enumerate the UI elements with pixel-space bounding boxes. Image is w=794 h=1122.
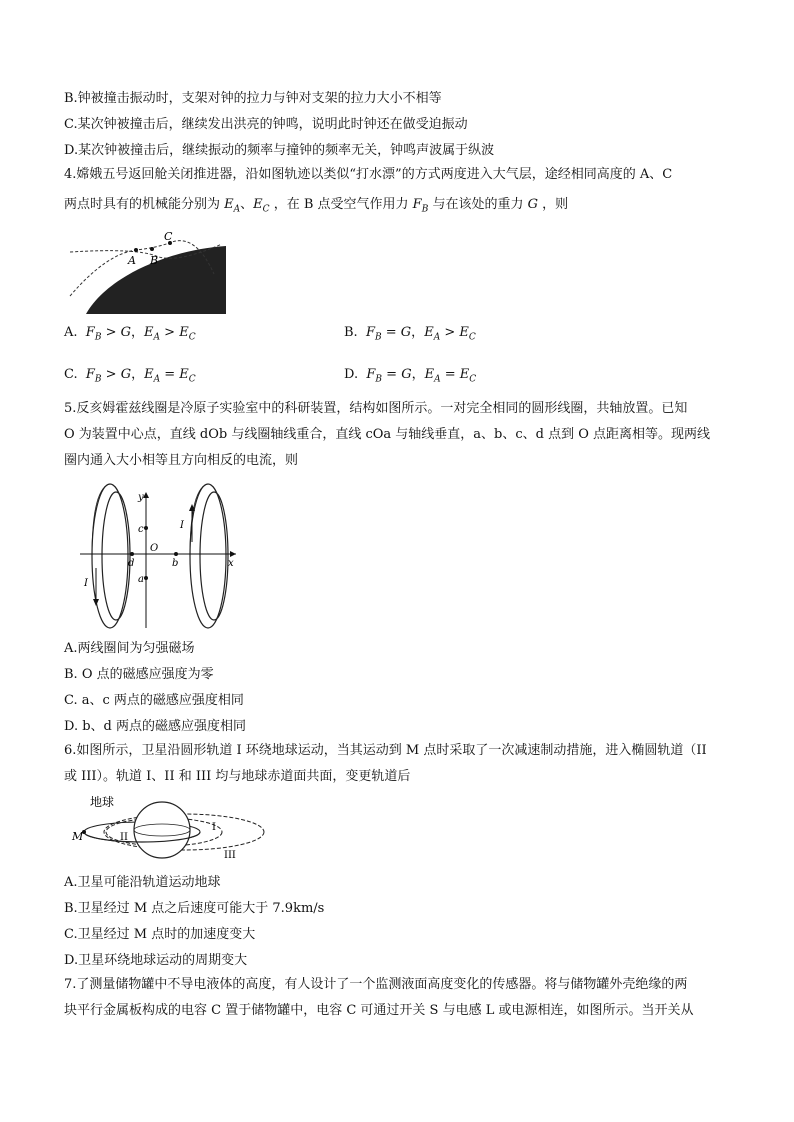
label-b: B <box>150 254 159 267</box>
q7-stem-line2: 块平行金属板构成的电容 C 置于储物罐中，电容 C 可通过开关 S 与电感 L 或电源相连，如图所示。当开关从 <box>64 1003 694 1018</box>
q4-option-a: A. $F_B > G$，$E_A > E_C$ <box>64 325 196 343</box>
q5-option-b: B. O 点的磁感应强度为零 <box>64 667 214 682</box>
label-i-left: I <box>84 578 88 589</box>
q4-trajectory-figure <box>66 228 226 314</box>
label-earth: 地球 <box>90 795 115 809</box>
label-o: O <box>150 543 159 554</box>
left-coil-outer <box>92 484 128 628</box>
q5-option-a: A.两线圈间为匀强磁场 <box>64 641 195 656</box>
left-coil-inner <box>102 492 130 620</box>
q4-option-b: B. $F_B = G$，$E_A > E_C$ <box>344 325 476 343</box>
label-m: M <box>72 830 84 843</box>
q6-option-d: D.卫星环绕地球运动的周期变大 <box>64 953 248 968</box>
q6-option-c: C.卫星经过 M 点时的加速度变大 <box>64 927 256 942</box>
q4-stem-line2: 两点时具有的机械能分别为 $E_A$、$E_C$ ，在 B 点受空气作用力 $F_B$ 与在该处的重力 G ，则 <box>64 197 569 215</box>
label-a: A <box>128 254 136 267</box>
label-x: x <box>228 558 234 569</box>
q3-option-b: B.钟被撞击振动时，支架对钟的拉力与钟对支架的拉力大小不相等 <box>64 91 442 106</box>
label-a: a <box>138 574 144 585</box>
point-b <box>150 247 154 251</box>
label-d: d <box>128 558 135 569</box>
q5-option-d: D. b、d 两点的磁感应强度相同 <box>64 719 247 734</box>
q7-stem-line1: 7.了测量储物罐中不导电液体的高度，有人设计了一个监测液面高度变化的传感器。将与储物罐外壳绝缘的两 <box>64 977 688 992</box>
label-c: c <box>138 524 144 535</box>
q5-stem-line2: O 为装置中心点，直线 dOb 与线圈轴线重合，直线 cOa 与轴线垂直，a、b、c、d 点到 O 点距离相等。现两线 <box>64 427 711 442</box>
right-coil-outer <box>190 484 226 628</box>
q6-option-b: B.卫星经过 M 点之后速度可能大于 7.9km/s <box>64 901 325 916</box>
q5-stem-line3: 圈内通入大小相等且方向相反的电流，则 <box>64 453 299 468</box>
q5-stem-line1: 5.反亥姆霍兹线圈是冷原子实验室中的科研装置，结构如图所示。一对完全相同的圆形线圈，共轴放置。已知 <box>64 401 688 416</box>
label-i-right: I <box>180 520 184 531</box>
label-c: C <box>164 230 173 243</box>
q6-stem-line1: 6.如图所示，卫星沿圆形轨道 I 环绕地球运动，当其运动到 M 点时采取了一次减速制动措施，进入椭圆轨道（II <box>64 743 707 758</box>
right-coil-inner <box>200 492 228 620</box>
point-a <box>134 248 138 252</box>
q3-option-d: D.某次钟被撞击后，继续振动的频率与撞钟的频率无关，钟鸣声波属于纵波 <box>64 143 495 158</box>
label-ii: II <box>120 832 128 843</box>
q5-option-c: C. a、c 两点的磁感应强度相同 <box>64 693 244 708</box>
q6-option-a: A.卫星可能沿轨道运动地球 <box>64 875 221 890</box>
label-b: b <box>172 558 179 569</box>
label-y: y <box>138 492 144 503</box>
q5-coil-figure <box>80 478 240 630</box>
current-arrow-left <box>93 599 99 606</box>
q3-option-c: C.某次钟被撞击后，继续发出洪亮的钟鸣，说明此时钟还在做受迫振动 <box>64 117 468 132</box>
label-iii: III <box>224 850 236 861</box>
q4-option-d: D. $F_B = G$，$E_A = E_C$ <box>344 367 477 385</box>
q4-option-c: C. $F_B > G$，$E_A = E_C$ <box>64 367 196 385</box>
label-i: I <box>212 822 216 833</box>
q6-stem-line2: 或 III）。轨道 I、II 和 III 均与地球赤道面共面，变更轨道后 <box>64 769 411 784</box>
q6-orbit-figure <box>68 794 268 864</box>
earth-circle <box>134 802 190 858</box>
q4-stem-line1: 4.嫦娥五号返回舱关闭推进器，沿如图轨迹以类似“打水漂”的方式两度进入大气层，途经相同高度的 A、C <box>64 167 673 182</box>
